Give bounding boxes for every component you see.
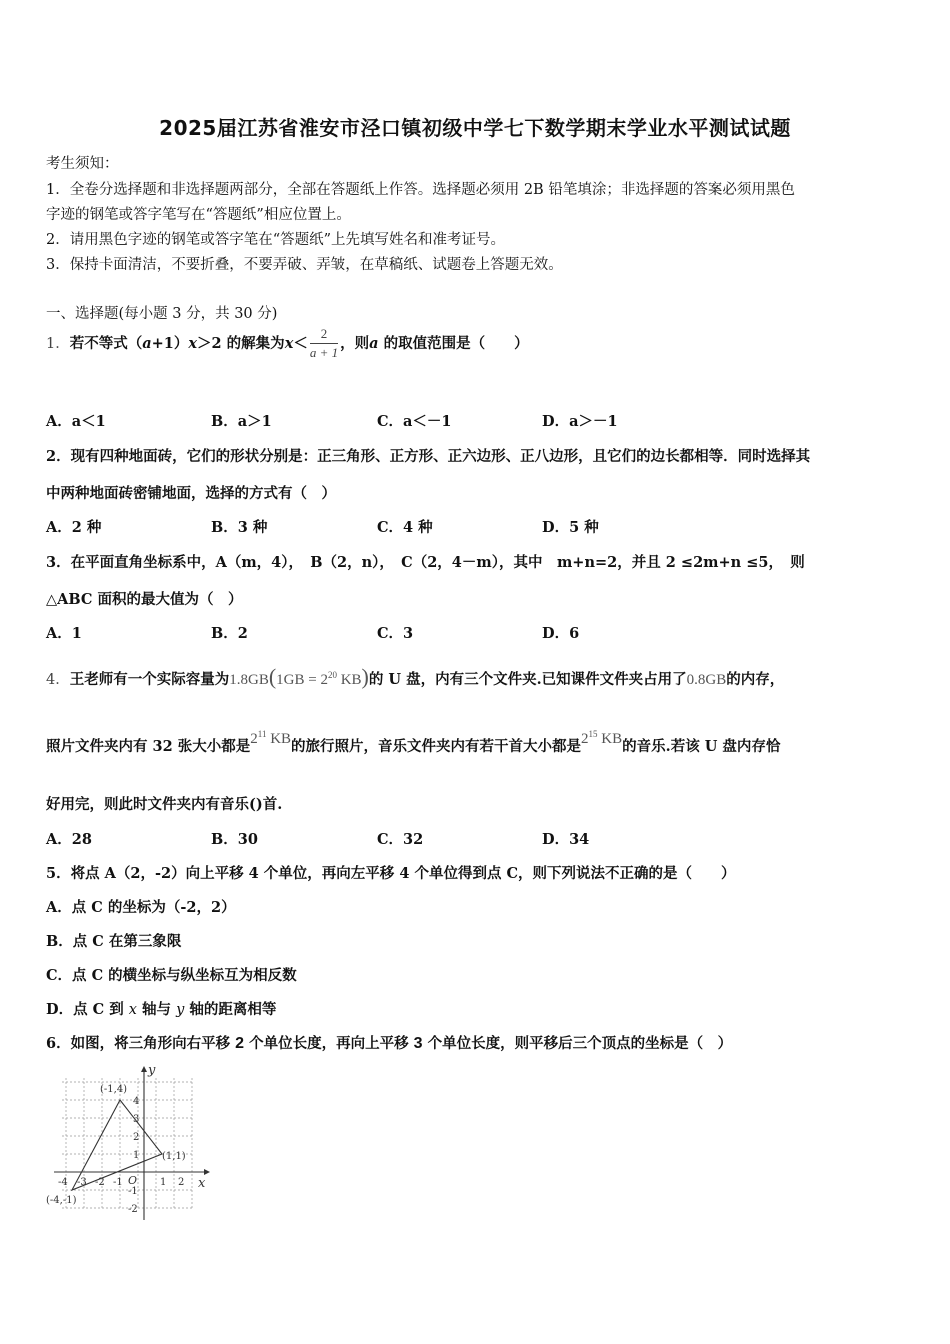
x-tick: 1: [160, 1177, 167, 1188]
y-tick: 2: [133, 1132, 140, 1143]
page-title: 2025届江苏省淮安市泾口镇初级中学七下数学期末学业水平测试试题: [159, 116, 791, 140]
point-label-right: (1,1): [162, 1151, 186, 1162]
q3-option-b[interactable]: B．2: [211, 625, 248, 642]
y-tick: -1: [128, 1186, 138, 1197]
question-1: [46, 327, 529, 361]
q4-used-value: 0.8GB: [686, 672, 727, 688]
x-tick: -3: [77, 1177, 87, 1188]
q3-option-a[interactable]: A．1: [46, 625, 82, 642]
q4-option-a[interactable]: A．28: [46, 831, 92, 848]
q4-option-c[interactable]: C．32: [377, 831, 424, 848]
q6-number: 2: [235, 1035, 245, 1052]
y-tick-labels: [128, 1096, 139, 1215]
y-tick: 4: [133, 1096, 140, 1107]
notice-item-1b: 字迹的钢笔或答字笔写在“答题纸”相应位置上。: [46, 207, 351, 223]
q1-option-c[interactable]: C．a＜－1: [377, 413, 452, 430]
q4-text: 照片文件夹内有 32 张大小都是: [46, 738, 251, 755]
q1-var-x: x: [188, 334, 198, 352]
origin-label: O: [128, 1174, 138, 1187]
q5-d-text: 轴与: [136, 1001, 177, 1018]
q1-var-x: x: [284, 334, 294, 352]
q2-option-b[interactable]: B．3 种: [211, 519, 268, 536]
q3-option-c[interactable]: C．3: [377, 625, 414, 642]
q6-number: 3: [413, 1035, 423, 1052]
q1-number: 1．: [46, 335, 70, 352]
q6-text: 个单位长度，则平移后三个顶点的坐标是（ ）: [422, 1035, 733, 1052]
q4-capacity: [229, 664, 369, 689]
q4-text: 的旅行照片，音乐文件夹内有若干首大小都是: [291, 738, 582, 755]
question-4-line-1: [46, 664, 784, 690]
q4-photo-size: [250, 731, 291, 747]
x-tick: 2: [178, 1177, 185, 1188]
x-axis-label: x: [198, 1176, 206, 1191]
q4-base: 2: [250, 731, 258, 747]
question-2-line-2: 中两种地面砖密铺地面，选择的方式有（ ）: [46, 485, 336, 502]
q1-var-a: a: [142, 334, 152, 352]
q5-var-x: x: [128, 1002, 137, 1018]
q4-text: 的音乐.若该 U 盘内存恰: [622, 738, 781, 755]
q4-unit: KB: [266, 731, 292, 747]
q5-d-text: 轴的距离相等: [184, 1001, 277, 1018]
q3-option-d[interactable]: D．6: [542, 625, 580, 642]
y-tick: 1: [133, 1150, 140, 1161]
q1-text: ＜: [293, 334, 308, 352]
notice-item-1a: 1．全卷分选择题和非选择题两部分，全部在答题纸上作答。选择题必须用 2B 铅笔填涂；非选择题的答案必须用黑色: [46, 182, 795, 198]
question-5-line-1: 5．将点 A（2，-2）向上平移 4 个单位，再向左平移 4 个单位得到点 C，则下列说法不正确的是（ ）: [46, 865, 736, 882]
notice-item-2: 2．请用黑色字迹的钢笔或答字笔在“答题纸”上先填写姓名和准考证号。: [46, 232, 506, 248]
q5-option-b[interactable]: B．点 C 在第三象限: [46, 933, 182, 950]
q1-option-b[interactable]: B．a＞1: [211, 413, 272, 430]
y-tick: -2: [128, 1204, 138, 1215]
q4-paren: ): [361, 664, 369, 689]
x-tick: -2: [95, 1177, 105, 1188]
q1-text: 若不等式（: [69, 334, 143, 352]
q1-option-a[interactable]: A．a＜1: [46, 413, 106, 430]
fraction-numerator: 2: [310, 327, 338, 344]
x-tick-labels: [58, 1177, 184, 1188]
q5-option-c[interactable]: C．点 C 的横坐标与纵坐标互为相反数: [46, 967, 297, 984]
q5-d-text: D．点 C 到: [46, 1001, 129, 1018]
question-2-line-1: 2．现有四种地面砖，它们的形状分别是：正三角形、正方形、正六边形、正八边形，且它们的边长都相等．同时选择其: [46, 448, 811, 465]
x-tick: -1: [113, 1177, 123, 1188]
q1-text: ＞2 的解集为: [197, 334, 285, 352]
q6-text: 个单位长度，再向上平移: [244, 1035, 414, 1052]
q5-option-a[interactable]: A．点 C 的坐标为（-2，2）: [46, 899, 236, 916]
point-label-left: (-4,-1): [46, 1195, 77, 1206]
question-6: [46, 1032, 732, 1053]
q4-text: 的内存，: [726, 671, 785, 688]
q1-var-a: a: [369, 334, 379, 352]
notice-heading: 考生须知：: [46, 156, 119, 172]
q4-option-b[interactable]: B．30: [211, 831, 258, 848]
x-tick: -4: [58, 1177, 68, 1188]
section-heading: 一、选择题(每小题 3 分，共 30 分): [46, 306, 278, 322]
question-4-line-2: [46, 729, 781, 756]
y-tick: 3: [133, 1114, 140, 1125]
q4-cap-value: 1.8GB: [229, 672, 269, 688]
x-axis-arrow: [204, 1169, 210, 1175]
q4-unit: KB: [597, 731, 623, 747]
y-axis-arrow: [141, 1066, 147, 1072]
q4-exp: 15: [588, 729, 598, 739]
q4-music-size: [581, 731, 622, 747]
y-axis-label: y: [148, 1063, 156, 1078]
q5-var-y: y: [176, 1002, 185, 1018]
notice-item-3: 3．保持卡面清洁，不要折叠，不要弄破、弄皱，在草稿纸、试题卷上答题无效。: [46, 257, 563, 273]
q4-eq: 1GB = 2: [276, 672, 328, 688]
coordinate-figure: [44, 1062, 214, 1222]
q4-text: 的 U 盘，内有三个文件夹.已知课件文件夹占用了: [368, 671, 687, 688]
q4-exp: 11: [257, 729, 267, 739]
q1-option-d[interactable]: D．a＞－1: [542, 413, 618, 430]
q4-exp: 20: [327, 670, 337, 680]
question-3-line-2: △ABC 面积的最大值为（ ）: [46, 591, 243, 608]
q4-paren: (: [268, 664, 277, 689]
q4-base: 2: [581, 731, 589, 747]
q2-option-d[interactable]: D．5 种: [542, 519, 599, 536]
point-label-top: (-1,4): [100, 1084, 128, 1095]
q4-unit: KB: [336, 672, 362, 688]
q4-option-d[interactable]: D．34: [542, 831, 590, 848]
question-4-line-3: 好用完，则此时文件夹内有音乐()首.: [46, 796, 283, 813]
q4-number: 4．: [46, 672, 70, 688]
q5-option-d[interactable]: [46, 998, 276, 1019]
q4-text: 王老师有一个实际容量为: [69, 671, 230, 688]
q1-text: +1）: [151, 334, 189, 352]
fraction-denominator: a + 1: [309, 345, 339, 361]
q1-text: 的取值范围是（ ）: [378, 334, 529, 352]
q2-option-a[interactable]: A．2 种: [46, 519, 102, 536]
q1-text: ，则: [340, 334, 370, 352]
axes: [54, 1072, 204, 1220]
q6-text: 6．如图，将三角形向右平移: [46, 1035, 236, 1052]
question-3-line-1: 3．在平面直角坐标系中，A（m，4）， B（2，n）， C（2，4－m），其中 m+n=2，并且 2 ≤2m+n ≤5， 则: [46, 554, 805, 571]
q1-fraction: [310, 327, 338, 361]
q2-option-c[interactable]: C．4 种: [377, 519, 433, 536]
